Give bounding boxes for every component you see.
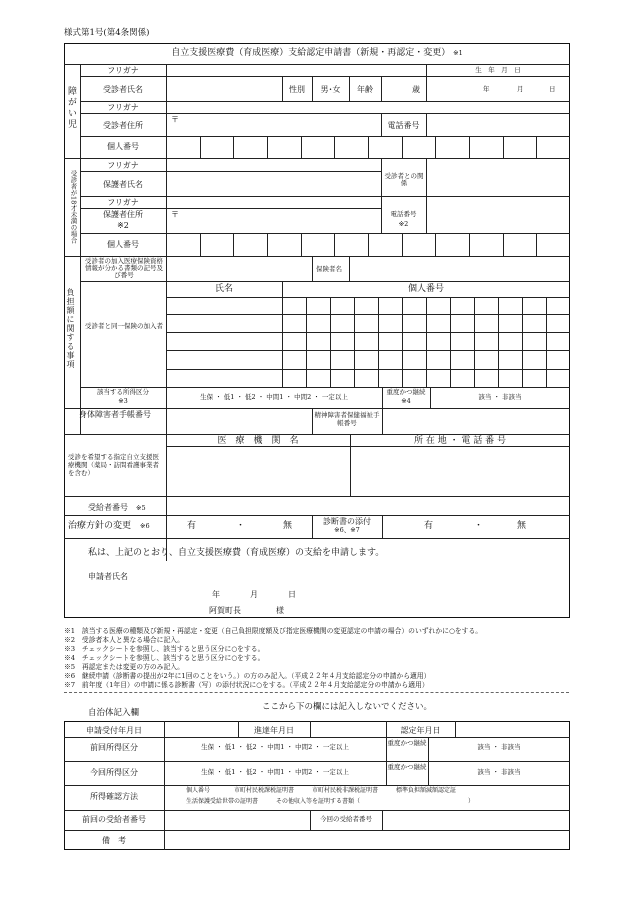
institution-label: 受診を希望する指定自立支援医療機関（薬局・訪問看護事業者を含む）: [68, 453, 159, 478]
child-id-digit[interactable]: [167, 137, 199, 157]
birth-year: 年: [483, 85, 490, 93]
guardian-phone-note: ※2: [398, 220, 409, 228]
child-phone-label: 電話番号: [387, 121, 420, 130]
guardian-address-field[interactable]: [180, 209, 380, 232]
institution-name-header: 医 療 機 関 名: [217, 436, 299, 446]
remarks-label: 備 考: [102, 836, 126, 845]
cut-line: [64, 692, 569, 693]
child-name-field[interactable]: [167, 77, 281, 100]
name-column-header: 氏名: [214, 284, 233, 294]
insured-name-label: 保険者名: [316, 265, 342, 273]
child-name-label: 受診者氏名: [103, 85, 143, 94]
insurance-doc-label: 受診者の加入医療保険資格情報が分かる書類の記号及び番号: [85, 257, 163, 279]
diagnosis-attach-note: ※6、※7: [334, 526, 360, 534]
income-check-methods-1[interactable]: 個人番号 市町村民税課税証明書 市町村民税非課税証明書 標準負担額減額認定証: [186, 787, 457, 794]
office-instruction: ここから下の欄には記入しないでください。: [262, 702, 433, 712]
child-id-digit[interactable]: [268, 137, 300, 157]
income-check-label: 所得確認方法: [90, 792, 138, 801]
child-id-digit[interactable]: [537, 137, 569, 157]
treatment-change-yes[interactable]: 有: [187, 521, 197, 531]
note-5: ※5 再認定または変更の方のみ記入。: [64, 663, 184, 671]
received-date-label: 申請受付年月日: [86, 726, 142, 735]
date-year: 年: [212, 590, 220, 599]
guardian-id-digit[interactable]: [537, 234, 569, 255]
institution-address-header: 所 在 地 ・ 電 話 番 号: [413, 436, 507, 446]
income-class-label: 該当する所得区分: [97, 388, 149, 396]
date-day: 日: [288, 590, 296, 599]
child-id-digit[interactable]: [335, 137, 367, 157]
forwarded-date-label: 進達年月日: [254, 726, 294, 735]
note-1: ※1 該当する医療の種類及び新規・再認定・変更（自己負担限度額及び指定医療機関の変更認定の申請の場合）のいずれかに○をする。: [64, 627, 483, 635]
honorific: 様: [276, 606, 284, 615]
approved-date-label: 認定年月日: [400, 726, 441, 735]
sex-options[interactable]: 男･女: [320, 85, 341, 94]
child-postal-mark: 〒: [171, 115, 179, 124]
income-check-methods-2[interactable]: 生活保護受給世帯の証明書 その他収入等を証明する書類（ ）: [186, 798, 475, 805]
birth-day: 日: [549, 85, 556, 93]
income-class-note: ※3: [118, 397, 128, 405]
guardian-postal-mark: 〒: [171, 210, 179, 219]
prev-heavy-options[interactable]: 該当 ・ 非該当: [477, 743, 521, 751]
age-unit: 歳: [412, 85, 420, 94]
prev-income-options[interactable]: 生保 ・ 低1 ・ 低2 ・ 中間1 ・ 中間2 ・ 一定以上: [201, 743, 349, 751]
note-7: ※7 前年度（1年目）の申請に係る診断書（写）の添付状況に○をする。（平成２２年４月支給認定分の申請から適用）: [64, 681, 429, 689]
prev-recipient-label: 前回の受給者番号: [82, 815, 146, 824]
guardian-id-digit[interactable]: [234, 234, 266, 255]
same-insurance-label: 受診者と同一保険の加入者: [85, 322, 163, 330]
sex-label: 性別: [289, 85, 305, 94]
form-title: 自立支援医療費（育成医療）支給認定申請書（新規・再認定・変更） ※1: [171, 48, 463, 58]
child-section-label: 障がい児: [66, 86, 76, 130]
note-2: ※2 受診者本人と異なる場合に記入。: [64, 636, 184, 644]
guardian-id-digit[interactable]: [369, 234, 401, 255]
mental-handbook-label: 精神障害者保健福祉手帳番号: [314, 411, 380, 427]
relation-label: 受診者との関係: [384, 172, 424, 188]
child-id-digit[interactable]: [302, 137, 334, 157]
guardian-name-label: 保護者氏名: [103, 180, 143, 189]
age-label: 年齢: [357, 85, 373, 94]
declaration-text: 私は、上記のとおり、自立支援医療費（育成医療）の支給を申請します。: [88, 548, 385, 558]
curr-recipient-label: 今回の受給者番号: [320, 815, 372, 823]
guardian-id-digit[interactable]: [470, 234, 502, 255]
birth-month: 月: [517, 85, 524, 93]
prev-income-label: 前回所得区分: [90, 743, 138, 752]
diagnosis-yes[interactable]: 有: [424, 521, 434, 531]
child-id-digit[interactable]: [504, 137, 536, 157]
diagnosis-dot: ・: [474, 521, 484, 531]
curr-income-label: 今回所得区分: [90, 768, 138, 777]
child-id-digit[interactable]: [470, 137, 502, 157]
income-class-options[interactable]: 生保 ・ 低1 ・ 低2 ・ 中間1 ・ 中間2 ・ 一定以上: [200, 393, 348, 401]
guardian-furigana-label: フリガナ: [107, 161, 139, 170]
burden-section-label: 負担額に関する事項: [66, 288, 75, 369]
guardian-section-label: 受診者が18才未満の場合: [69, 170, 78, 244]
guardian-id-digit[interactable]: [201, 234, 233, 255]
child-furigana2-label: フリガナ: [107, 103, 139, 112]
note-4: ※4 チェックシートを参照し、該当すると思う区分に○をする。: [64, 654, 265, 662]
guardian-id-digit[interactable]: [167, 234, 199, 255]
child-id-digit[interactable]: [369, 137, 401, 157]
curr-heavy-options[interactable]: 該当 ・ 非該当: [477, 768, 521, 776]
recipient-number-label: 受給者番号 ※5: [88, 503, 146, 512]
prev-heavy-label: 重度かつ継続: [387, 739, 427, 747]
guardian-id-digit[interactable]: [335, 234, 367, 255]
guardian-phone-label: 電話番号: [390, 210, 417, 218]
note-6: ※6 継続申請（診断書の提出が2年に1回のことをいう。）の方のみ記入。（平成２２年４月支給認定分の申請から適用）: [64, 672, 431, 680]
office-header: 自治体記入欄: [88, 708, 140, 718]
child-id-digit[interactable]: [234, 137, 266, 157]
date-month: 月: [250, 590, 258, 599]
guardian-furigana2-label: フリガナ: [107, 198, 139, 207]
guardian-id-digit[interactable]: [302, 234, 334, 255]
guardian-id-digit[interactable]: [504, 234, 536, 255]
child-furigana-label: フリガナ: [107, 66, 139, 75]
treatment-change-label: 治療方針の変更 ※6: [68, 521, 150, 531]
physical-handbook-label: 身体障害者手帳番号: [79, 410, 151, 419]
note-3: ※3 チェックシートを参照し、該当すると思う区分に○をする。: [64, 645, 265, 653]
birthdate-label: 生 年 月 日: [475, 66, 521, 74]
heavy-continuous-note: ※4: [401, 397, 411, 405]
child-id-digit[interactable]: [201, 137, 233, 157]
guardian-address-note: ※2: [117, 221, 129, 230]
treatment-change-no[interactable]: 無: [283, 521, 293, 531]
diagnosis-no[interactable]: 無: [517, 521, 527, 531]
curr-income-options[interactable]: 生保 ・ 低1 ・ 低2 ・ 中間1 ・ 中間2 ・ 一定以上: [201, 768, 349, 776]
guardian-id-label: 個人番号: [107, 240, 139, 249]
treatment-change-dot: ・: [236, 521, 246, 531]
guardian-id-digit[interactable]: [268, 234, 300, 255]
heavy-continuous-label: 重度かつ継続: [386, 388, 426, 396]
recipient-mayor: 阿賀町長: [209, 606, 241, 615]
child-id-label: 個人番号: [107, 142, 139, 151]
child-address-label: 受診者住所: [103, 121, 143, 130]
child-id-digit[interactable]: [403, 137, 435, 157]
applicant-name-label: 申請者氏名: [88, 572, 128, 581]
guardian-id-digit[interactable]: [436, 234, 468, 255]
guardian-address-label: 保護者住所: [103, 210, 143, 219]
child-id-digit[interactable]: [436, 137, 468, 157]
guardian-id-digit[interactable]: [403, 234, 435, 255]
id-column-header: 個人番号: [407, 284, 444, 294]
curr-heavy-label: 重度かつ継続: [387, 763, 427, 771]
diagnosis-attach-label: 診断書の添付: [323, 517, 371, 526]
heavy-continuous-options[interactable]: 該当 ・ 非該当: [478, 393, 522, 401]
child-address-field[interactable]: [180, 114, 380, 135]
form-number: 様式第1号(第4条関係): [64, 28, 150, 38]
